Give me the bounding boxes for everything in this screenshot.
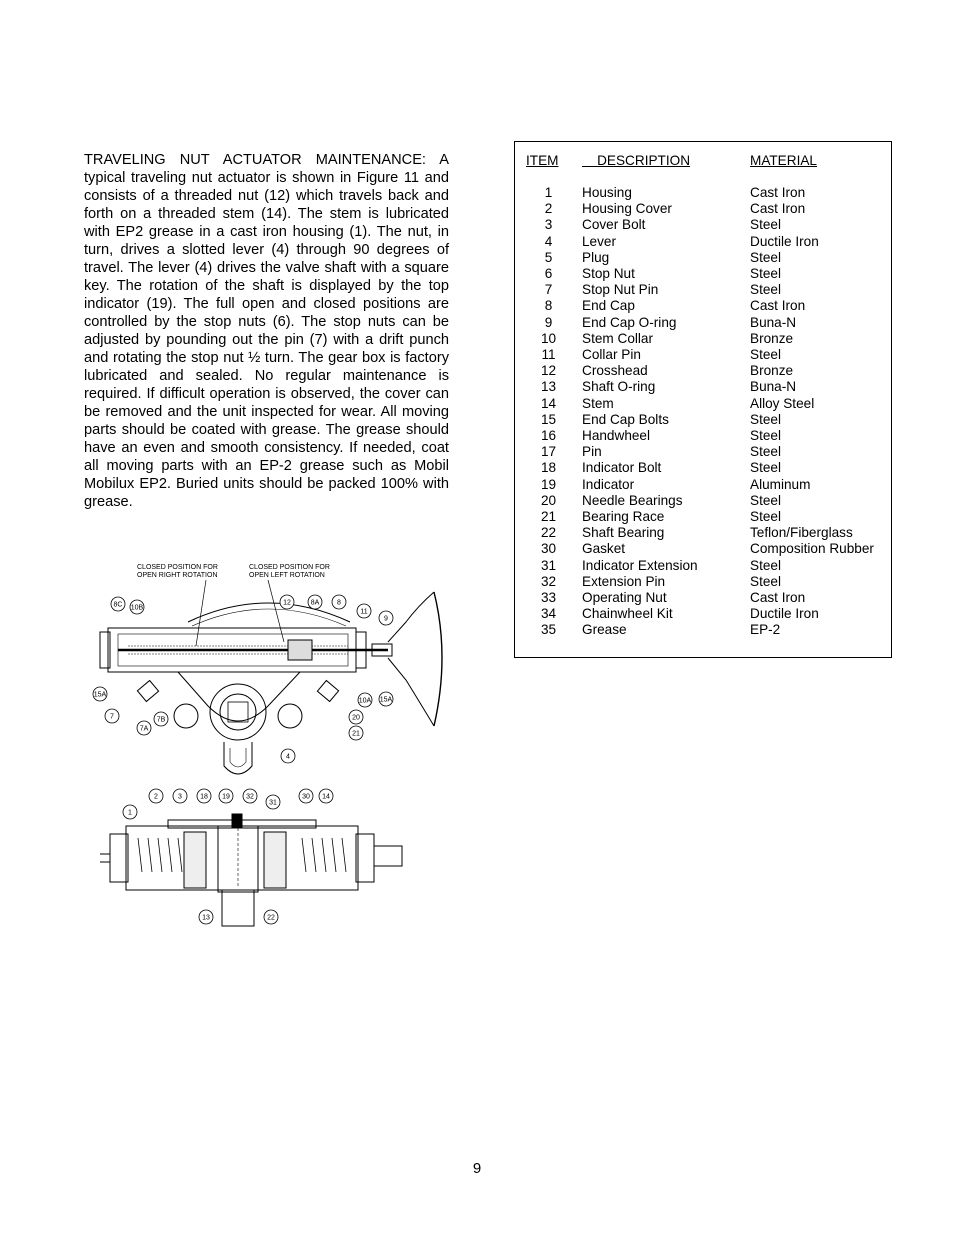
- callout-label: 14: [322, 793, 330, 801]
- callout-label: 7: [110, 713, 114, 721]
- caption-right-line2: OPEN LEFT ROTATION: [249, 572, 325, 579]
- callout-label: 32: [246, 793, 254, 801]
- part-item-number: 12: [540, 363, 557, 379]
- part-item-number: 35: [540, 622, 557, 638]
- part-material: Buna-N: [750, 379, 797, 395]
- callout-2: [149, 789, 163, 803]
- callout-label: 10A: [358, 697, 372, 705]
- header-item: ITEM: [526, 153, 559, 168]
- callout-label: 8: [337, 599, 341, 607]
- parts-table: [515, 153, 891, 639]
- parts-table-row: [515, 331, 891, 347]
- part-description: Grease: [582, 622, 627, 638]
- parts-table-body: [515, 174, 891, 639]
- part-item-number: 4: [544, 233, 553, 249]
- parts-table-row: [515, 493, 891, 509]
- callout-9: [379, 611, 393, 625]
- part-item-number: 18: [540, 460, 557, 476]
- part-material: Cast Iron: [750, 298, 806, 314]
- callout-label: 4: [286, 753, 290, 761]
- callout-label: 1: [128, 809, 132, 817]
- part-description: Indicator Extension: [582, 557, 698, 573]
- parts-table-row: [515, 396, 891, 412]
- part-description: Plug: [582, 249, 610, 265]
- part-item-number: 7: [544, 282, 553, 298]
- parts-table-row: [515, 282, 891, 298]
- callout-4: [281, 749, 295, 763]
- part-item-number: 20: [540, 492, 557, 508]
- parts-table-row: [515, 379, 891, 395]
- callout-31: [266, 795, 280, 809]
- part-description: Housing: [582, 185, 632, 200]
- part-description: Stem: [582, 395, 614, 411]
- maintenance-paragraph: TRAVELING NUT ACTUATOR MAINTENANCE: A typical traveling nut actuator is shown in Figure 11 and consists of a threaded nut (12) which travels back and forth on a threaded stem (14). The stem is lubricated with EP2 grease in a cast iron housing (1). The nut, in turn, drives a slotted lever (4) through 90 degrees of travel. The lever (4) drives the valve shaft with a square key. The rotation of the shaft is displayed by the top indicator (19). The full open and closed positions are controlled by the stop nuts (6). The stop nuts can be adjusted by pounding out the pin (7) with a drift punch and rotating the stop nut ½ turn. The gear box is factory lubricated and sealed. No regular maintenance is required. If difficult operation is observed, the cover can be removed and the unit inspected for wear. All moving parts should be coated with grease. The grease should have an even and smooth consistency. If needed, coat all moving parts with an EP-2 grease such as Mobil Mobilux EP2. Buried units should be packed 100% with grease.: [84, 152, 449, 510]
- part-item-number: 32: [540, 573, 557, 589]
- callout-8: [332, 595, 346, 609]
- part-material: Cast Iron: [750, 590, 806, 606]
- part-description: Gasket: [582, 541, 626, 557]
- parts-table-row: [515, 234, 891, 250]
- callout-10b: [130, 600, 144, 614]
- callout-label: 21: [352, 730, 360, 738]
- parts-table-row: [515, 574, 891, 590]
- part-material: EP-2: [750, 622, 781, 638]
- parts-table-header: [515, 153, 891, 174]
- actuator-drawing: [88, 556, 448, 928]
- parts-table-row: [515, 590, 891, 606]
- part-description: Indicator Bolt: [582, 460, 662, 476]
- part-material: Aluminum: [750, 476, 811, 492]
- part-item-number: 17: [540, 444, 557, 460]
- parts-table-row: [515, 428, 891, 444]
- part-item-number: 34: [540, 606, 557, 622]
- part-item-number: 16: [540, 428, 557, 444]
- part-material: Steel: [750, 492, 781, 508]
- part-description: End Cap: [582, 298, 635, 314]
- part-item-number: 21: [540, 509, 557, 525]
- part-description: Housing Cover: [582, 201, 672, 217]
- part-item-number: 8: [544, 298, 553, 314]
- parts-table-row: [515, 185, 891, 201]
- part-material: Steel: [750, 347, 781, 363]
- part-material: Bronze: [750, 363, 794, 379]
- parts-table-row: [515, 460, 891, 476]
- callout-label: 10B: [130, 604, 144, 612]
- callout-label: 12: [283, 599, 291, 607]
- parts-list-box: [514, 141, 892, 658]
- callout-label: 15A: [379, 696, 393, 704]
- part-material: Cast Iron: [750, 201, 806, 217]
- part-material: Steel: [750, 217, 781, 233]
- parts-table-row: [515, 541, 891, 557]
- parts-table-row: [515, 622, 891, 638]
- callout-label: 13: [202, 914, 210, 922]
- part-item-number: 11: [541, 347, 556, 363]
- header-material: MATERIAL: [750, 153, 817, 168]
- part-item-number: 6: [544, 266, 553, 282]
- callout-10a: [358, 693, 372, 707]
- callout-label: 15A: [93, 691, 107, 699]
- part-description: Indicator: [582, 476, 635, 492]
- part-material: Steel: [750, 428, 781, 444]
- part-description: Shaft Bearing: [582, 525, 665, 541]
- part-item-number: 10: [540, 330, 557, 346]
- part-material: Steel: [750, 573, 781, 589]
- part-description: End Cap O-ring: [582, 314, 677, 330]
- part-item-number: 13: [540, 379, 557, 395]
- part-description: Lever: [582, 233, 617, 249]
- callout-21: [349, 726, 363, 740]
- parts-table-row: [515, 509, 891, 525]
- callout-3: [173, 789, 187, 803]
- parts-table-row: [515, 412, 891, 428]
- part-material: Teflon/Fiberglass: [750, 525, 853, 541]
- callout-7b: [154, 712, 168, 726]
- callout-label: 19: [222, 793, 230, 801]
- part-item-number: 31: [540, 557, 557, 573]
- page-number: 9: [472, 1160, 482, 1177]
- parts-table-row: [515, 250, 891, 266]
- callout-18: [197, 789, 211, 803]
- part-description: Chainwheel Kit: [582, 606, 673, 622]
- part-material: Steel: [750, 557, 781, 573]
- part-material: Bronze: [750, 330, 794, 346]
- parts-table-row: [515, 525, 891, 541]
- part-item-number: 30: [540, 541, 557, 557]
- part-item-number: 2: [544, 201, 553, 217]
- drawing-caption-right: [249, 564, 330, 579]
- callout-11: [357, 604, 371, 618]
- callout-15a: [379, 692, 393, 706]
- callout-1: [123, 805, 137, 819]
- callout-13: [199, 910, 213, 924]
- callout-label: 11: [360, 608, 368, 616]
- part-description: Shaft O-ring: [582, 379, 656, 395]
- parts-table-row: [515, 606, 891, 622]
- callout-8a: [308, 595, 322, 609]
- part-description: Crosshead: [582, 363, 648, 379]
- callout-20: [349, 710, 363, 724]
- part-item-number: 15: [540, 411, 557, 427]
- callout-label: 7B: [156, 716, 166, 724]
- callout-label: 18: [200, 793, 208, 801]
- parts-table-row: [515, 298, 891, 314]
- parts-table-row: [515, 477, 891, 493]
- part-material: Composition Rubber: [750, 541, 874, 557]
- part-description: Bearing Race: [582, 509, 665, 525]
- part-description: Handwheel: [582, 428, 651, 444]
- callout-label: 7A: [139, 725, 149, 733]
- header-description: DESCRIPTION: [597, 153, 691, 168]
- part-material: Steel: [750, 509, 781, 525]
- callout-label: 8A: [310, 599, 320, 607]
- callout-label: 2: [154, 793, 158, 801]
- part-item-number: 5: [544, 249, 553, 265]
- part-description: Stem Collar: [582, 330, 654, 346]
- parts-table-row: [515, 217, 891, 233]
- part-material: Steel: [750, 411, 781, 427]
- callout-8c: [111, 597, 125, 611]
- part-material: Alloy Steel: [750, 395, 815, 411]
- part-item-number: 1: [544, 185, 553, 200]
- part-description: End Cap Bolts: [582, 411, 669, 427]
- parts-table-row: [515, 363, 891, 379]
- callout-32: [243, 789, 257, 803]
- part-material: Steel: [750, 266, 781, 282]
- callout-label: 3: [178, 793, 182, 801]
- callout-14: [319, 789, 333, 803]
- caption-left-line2: OPEN RIGHT ROTATION: [137, 572, 218, 579]
- parts-table-row: [515, 266, 891, 282]
- part-material: Steel: [750, 282, 781, 298]
- callout-19: [219, 789, 233, 803]
- callout-15a: [93, 687, 107, 701]
- parts-table-row: [515, 201, 891, 217]
- callout-30: [299, 789, 313, 803]
- parts-table-row: [515, 347, 891, 363]
- callout-label: 30: [302, 793, 310, 801]
- parts-table-row: [515, 315, 891, 331]
- parts-table-row: [515, 444, 891, 460]
- drawing-caption-left: [137, 564, 218, 579]
- part-material: Ductile Iron: [750, 233, 819, 249]
- part-description: Cover Bolt: [582, 217, 646, 233]
- part-material: Steel: [750, 249, 781, 265]
- part-material: Steel: [750, 444, 781, 460]
- part-description: Pin: [582, 444, 602, 460]
- callout-label: 22: [267, 914, 275, 922]
- callout-label: 8C: [113, 601, 123, 609]
- callout-12: [280, 595, 294, 609]
- section-view: [100, 814, 402, 926]
- part-item-number: 3: [544, 217, 553, 233]
- callout-7a: [137, 721, 151, 735]
- part-item-number: 19: [540, 476, 557, 492]
- part-item-number: 22: [540, 525, 557, 541]
- callout-7: [105, 709, 119, 723]
- part-material: Cast Iron: [750, 185, 806, 200]
- part-description: Operating Nut: [582, 590, 667, 606]
- part-item-number: 33: [540, 590, 557, 606]
- callout-label: 9: [384, 615, 388, 623]
- caption-left-line1: CLOSED POSITION FOR: [137, 564, 218, 571]
- part-description: Stop Nut: [582, 266, 635, 282]
- caption-right-line1: CLOSED POSITION FOR: [249, 564, 330, 571]
- part-material: Buna-N: [750, 314, 797, 330]
- callout-22: [264, 910, 278, 924]
- parts-table-row: [515, 558, 891, 574]
- part-material: Ductile Iron: [750, 606, 819, 622]
- part-description: Needle Bearings: [582, 492, 683, 508]
- part-description: Stop Nut Pin: [582, 282, 659, 298]
- part-material: Steel: [750, 460, 781, 476]
- part-description: Collar Pin: [582, 347, 641, 363]
- part-description: Extension Pin: [582, 573, 666, 589]
- part-item-number: 14: [540, 395, 557, 411]
- callout-label: 31: [269, 799, 277, 807]
- callout-label: 20: [352, 714, 360, 722]
- part-item-number: 9: [544, 314, 553, 330]
